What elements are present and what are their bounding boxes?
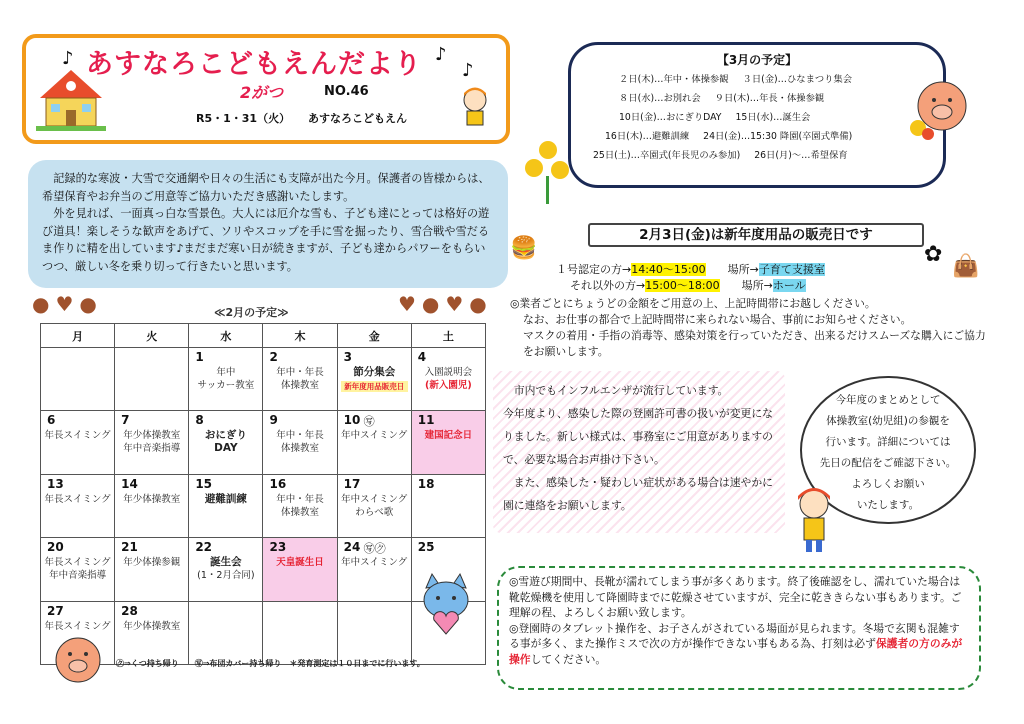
sales-line <box>518 278 988 294</box>
gym-line: 体操教室(幼児組)の参観を <box>826 415 950 427</box>
day-number: 13 <box>47 476 64 491</box>
greeting-paragraph: 外を見れば、一面真っ白な雪景色。大人には厄介な雪も、子ども達にとっては格好の遊び道具！楽しそうな歓声をあげて、ソリやスコップを手に雪を掘ったり、雪合戦や雪だるま作りに精を出しています♪まだまだ寒い日が続きますが、子ども達からパワーをもらいつつ、厳しい冬を乗り切って行きたいと思います。 <box>42 207 490 273</box>
tablet-paragraph <box>509 621 969 668</box>
sales-day-banner: 2月3日(金)は新年度用品の販売日です <box>588 223 924 247</box>
day-number: 16 <box>269 476 287 491</box>
day-number: 17 <box>343 476 361 491</box>
calendar-event: 入園説明会 <box>424 367 473 378</box>
day-number: 3 <box>343 350 352 364</box>
day-number: 18 <box>417 476 435 491</box>
calendar-event: 避難訓練 <box>204 492 247 505</box>
calendar-day-cell <box>337 474 411 537</box>
calendar-day-cell <box>337 411 411 474</box>
day-number: 8 <box>195 413 204 428</box>
calendar-event: 年少体操教室 <box>123 620 181 632</box>
return-item-mark: ㊢ <box>363 415 375 429</box>
calendar-event: わらべ歌 <box>355 506 394 518</box>
snow-paragraph: ◎雪遊び期間中、長靴が濡れてしまう事が多くあります。終了後確認をし、濡れていた場合は靴乾燥機を使用して降園時までに乾燥させていますが、完全に乾ききらない事もあります。ご理解の程、よろしくお願い致します。 <box>509 575 962 619</box>
chocolate-decoration-icon: ●♥● <box>32 292 103 316</box>
day-number: 25 <box>417 540 435 555</box>
gym-line: 今年度のまとめとして <box>835 394 941 406</box>
calendar-day-cell <box>337 538 411 601</box>
march-event: ３日(金)…ひなまつり集会 <box>742 74 853 85</box>
march-schedule-row <box>579 70 935 89</box>
day-number: 7 <box>121 413 130 428</box>
day-number: 14 <box>121 476 138 491</box>
calendar-day-cell <box>115 411 189 474</box>
sales-times <box>518 262 988 294</box>
calendar-day-cell <box>41 348 115 411</box>
cat-character-icon <box>412 570 480 640</box>
weekday-header: 水 <box>189 324 263 348</box>
calendar-event: 年中音楽指導 <box>49 570 107 582</box>
sales-time: 15:00～18:00 <box>645 279 720 292</box>
march-schedule-row <box>579 146 935 165</box>
calendar-day-cell <box>263 474 337 537</box>
day-number: 1 <box>195 350 204 364</box>
calendar-day-cell <box>189 601 263 664</box>
day-number: 27 <box>47 603 64 618</box>
march-event: 10日(金)…おにぎりDAY <box>619 112 722 123</box>
calendar-event: 年少体操教室 <box>123 493 181 505</box>
day-number: 11 <box>417 413 435 428</box>
calendar-day-cell <box>263 538 337 601</box>
music-note-icon: ♪ <box>435 44 447 65</box>
bag-decoration-icon: 👜 <box>952 254 980 279</box>
calendar-event: 年長スイミング <box>44 557 111 569</box>
calendar-day-cell <box>41 538 115 601</box>
calendar-event: (1・2月合同) <box>197 570 255 582</box>
calendar-day-cell <box>115 601 189 664</box>
march-schedule-heading: 【3月の予定】 <box>716 53 798 67</box>
greeting-paragraph: 記録的な寒波・大雪で交通網や日々の生活にも支障が出た今月。保護者の皆様からは、希望保育やお弁当のご用意等ご協力いただき感謝いたします。 <box>42 172 490 203</box>
sales-note: なお、お仕事の都合で上記時間帯に来られない場合、事前にお知らせください。 <box>523 313 912 326</box>
calendar-event: 誕生会 <box>210 556 242 569</box>
calendar-week-row <box>41 474 486 537</box>
pig-character-icon <box>906 72 976 142</box>
calendar-day-cell <box>337 348 411 411</box>
influenza-notice <box>493 371 785 533</box>
sales-place-label: 場所→ <box>741 279 773 292</box>
day-number: 22 <box>195 540 213 555</box>
influenza-line: 今年度より、感染した際の登園許可書の扱いが変更になりました。新しい様式は、事務室にご用意がありますので、必要な場合お声掛け下さい。 <box>503 407 773 466</box>
issue-date: R5・1・31（火） <box>196 112 291 125</box>
calendar-day-cell <box>41 474 115 537</box>
calendar-event: 年中・年長 <box>276 493 324 505</box>
march-event: ９日(木)…年長・体操参観 <box>714 93 825 104</box>
day-number: 23 <box>269 540 287 555</box>
calendar-event: 年中スイミング <box>341 557 408 569</box>
calendar-event: 年中・年長 <box>276 367 324 378</box>
calendar-day-cell <box>189 411 263 474</box>
calendar-event: 年中・年長 <box>276 430 324 442</box>
greeting-message <box>28 160 508 288</box>
calendar-day-cell <box>41 411 115 474</box>
calendar-week-row <box>41 348 486 411</box>
calendar-day-cell <box>115 538 189 601</box>
march-event: 26日(月)～…希望保育 <box>754 150 848 161</box>
organization-name: あすなろこどもえん <box>308 112 407 125</box>
march-event: 15日(水)…誕生会 <box>735 112 811 123</box>
calendar-event: 年中音楽指導 <box>123 443 181 455</box>
gym-line: 先日の配信をご確認下さい。 <box>819 457 957 469</box>
sales-notes <box>510 296 990 360</box>
food-decoration-icon: 🍔 <box>510 236 538 261</box>
issue-number: NO.46 <box>324 84 369 99</box>
weekday-header: 木 <box>263 324 337 348</box>
flower-decoration-icon <box>520 136 576 204</box>
day-number: 20 <box>47 540 64 555</box>
sales-place: ホール <box>772 279 806 292</box>
calendar-day-cell <box>411 411 485 474</box>
chocolate-decoration-icon: ♥●♥● <box>398 292 493 316</box>
calendar-event: 年長スイミング <box>44 430 111 442</box>
day-number: 15 <box>195 476 213 491</box>
tablet-text: ◎登園時のタブレット操作を、お子さんがされている場面が見られます。冬場で玄関も混雑する事が多く、また操作ミスで次の方が操作できない事もある為、打刻は必ず <box>509 621 960 650</box>
gym-line: よろしくお願い <box>851 478 925 490</box>
weekday-header: 月 <box>41 324 115 348</box>
march-schedule-row <box>579 89 935 108</box>
march-event: ８日(水)…お別れ会 <box>619 93 701 104</box>
calendar-event: おにぎり <box>204 429 247 442</box>
sales-place-label: 場所→ <box>727 263 759 276</box>
march-event: 24日(金)…15:30 降園(卒園式準備) <box>703 131 853 142</box>
day-number: 9 <box>269 413 278 428</box>
february-schedule-heading: ≪2月の予定≫ <box>214 306 289 319</box>
flower-decoration-icon: ✿ <box>924 242 943 267</box>
weekday-header: 金 <box>337 324 411 348</box>
calendar-day-cell <box>411 474 485 537</box>
calendar-weekday-row <box>41 324 486 348</box>
influenza-line: また、感染した・疑わしい症状がある場合は速やかに園に連絡をお願いします。 <box>503 476 773 512</box>
child-character-icon <box>790 484 838 554</box>
march-event: 16日(木)…避難訓練 <box>605 131 690 142</box>
sales-label: １号認定の方→ <box>556 263 632 276</box>
sales-note: マスクの着用・手指の消毒等、感染対策を行っていただき、出来るだけスムーズな購入にご協力をお願いします。 <box>523 329 986 358</box>
snow-and-tablet-notice <box>497 566 981 690</box>
influenza-line: 市内でもインフルエンザが流行しています。 <box>513 384 729 397</box>
march-event: 25日(土)…卒園式(年長児のみ参加) <box>593 150 741 161</box>
calendar-event: 天皇誕生日 <box>276 557 324 569</box>
month-label: 2がつ <box>240 83 284 102</box>
pig-character-icon <box>46 630 110 690</box>
gym-line: 行います。詳細については <box>825 436 951 448</box>
calendar-event: 年少体操参観 <box>123 557 181 569</box>
day-number: 4 <box>417 350 427 364</box>
march-schedule-row <box>579 108 935 127</box>
music-note-icon: ♪ <box>462 60 474 81</box>
day-number: 2 <box>269 350 278 364</box>
calendar-day-cell <box>115 348 189 411</box>
day-number: 10 <box>343 413 361 428</box>
tablet-text-end: してください。 <box>530 652 607 666</box>
weekday-header: 土 <box>411 324 485 348</box>
calendar-event: 年長スイミング <box>44 493 111 505</box>
newsletter-title: あすなろこどもえんだより <box>86 49 422 80</box>
tablet-emphasis: 保護者の方のみが操作 <box>509 637 963 666</box>
calendar-day-cell <box>263 601 337 664</box>
calendar-day-cell <box>263 411 337 474</box>
calendar-event: 建国記念日 <box>424 430 473 442</box>
calendar-event: 節分集会 <box>353 366 396 378</box>
calendar-event: 年中スイミング <box>341 430 408 442</box>
sales-label: それ以外の方→ <box>570 279 646 292</box>
calendar-day-cell <box>115 474 189 537</box>
calendar-day-cell <box>189 348 263 411</box>
calendar-week-row <box>41 411 486 474</box>
calendar-event: サッカー教室 <box>197 380 255 391</box>
calendar-event: 体操教室 <box>281 506 320 518</box>
calendar-event: 体操教室 <box>281 380 320 391</box>
day-number: 24 <box>343 540 361 555</box>
sales-line <box>518 262 988 278</box>
music-note-icon: ♪ <box>62 48 74 69</box>
gym-line: いたします。 <box>856 499 920 511</box>
calendar-sub-event: 新年度用品販売日 <box>341 381 408 392</box>
march-schedule-row <box>579 127 935 146</box>
calendar-legend: ㋗⇒くつ持ち帰り ㊢⇒布団カバー持ち帰り ＊発育測定は１０日までに行います。 <box>116 659 425 668</box>
calendar-event: (新入園児) <box>425 380 472 391</box>
sales-time: 14:40～15:00 <box>631 263 706 276</box>
march-schedule-box <box>568 42 946 188</box>
calendar-event: DAY <box>214 442 238 455</box>
calendar-event: 年長スイミング <box>44 620 111 632</box>
sales-place: 子育て支援室 <box>758 263 825 276</box>
child-character-icon <box>455 84 495 130</box>
calendar-day-cell <box>263 348 337 411</box>
day-number: 21 <box>121 540 138 555</box>
calendar-event: 体操教室 <box>281 443 320 455</box>
calendar-event: 年中スイミング <box>341 493 408 505</box>
calendar-event: 年少体操教室 <box>123 430 181 442</box>
weekday-header: 火 <box>115 324 189 348</box>
calendar-event: 年中 <box>216 367 236 378</box>
day-number: 28 <box>121 603 138 618</box>
calendar-day-cell <box>337 601 411 664</box>
calendar-day-cell <box>189 538 263 601</box>
sales-note: ◎業者ごとにちょうどの金額をご用意の上、上記時間帯にお越しください。 <box>510 297 876 310</box>
return-item-mark: ㊢㋗ <box>363 542 386 556</box>
march-event: ２日(木)…年中・体操参観 <box>619 74 729 85</box>
calendar-day-cell <box>189 474 263 537</box>
day-number: 6 <box>47 413 56 428</box>
calendar-day-cell <box>411 348 485 411</box>
